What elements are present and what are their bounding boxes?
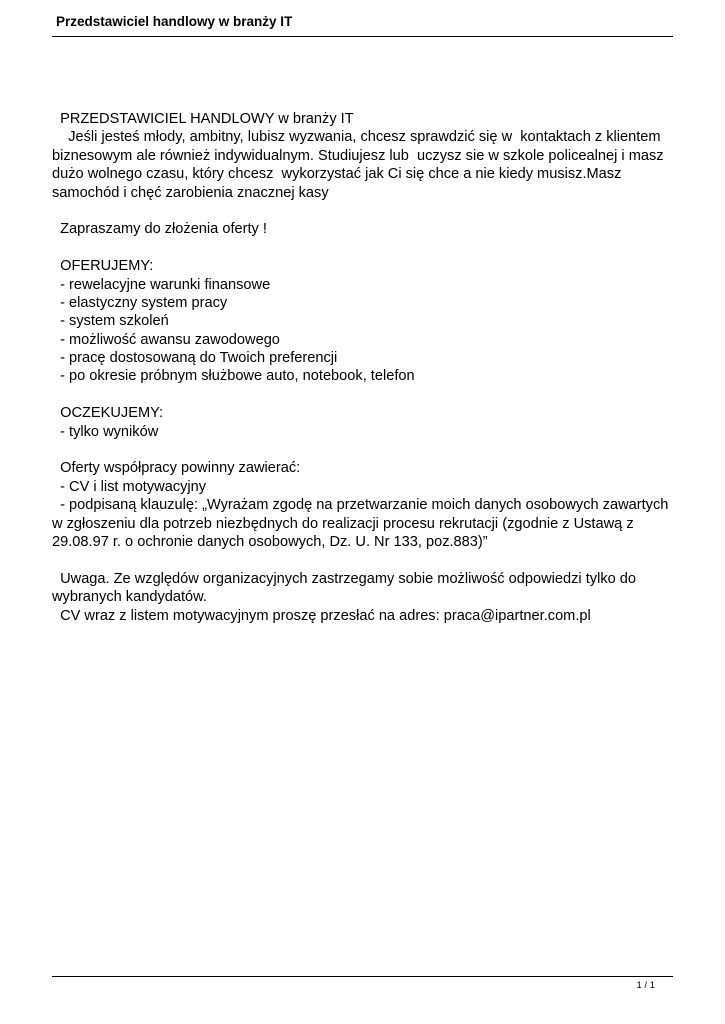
intro-line: biznesowym ale również indywidualnym. Studiujesz lub uczysz sie w szkole policealnej i masz bbox=[52, 147, 664, 164]
page-number: 1 / 1 bbox=[636, 980, 655, 991]
page-footer bbox=[52, 976, 673, 997]
requirements-line: - podpisaną klauzulę: „Wyrażam zgodę na przetwarzanie moich danych osobowych zawartych bbox=[52, 497, 669, 514]
offer-item: - elastyczny system pracy bbox=[52, 294, 228, 311]
note-line: wybranych kandydatów. bbox=[52, 589, 207, 606]
offer-item: - rewelacyjne warunki finansowe bbox=[52, 276, 271, 293]
paragraph-gap bbox=[52, 441, 674, 459]
intro-line: samochód i chęć zarobienia znacznej kasy bbox=[52, 184, 329, 201]
document-body bbox=[52, 110, 674, 625]
paragraph-gap bbox=[52, 202, 674, 220]
requirements-line: - CV i list motywacyjny bbox=[52, 478, 207, 495]
paragraph-gap bbox=[52, 239, 674, 257]
offer-heading: OFERUJEMY: bbox=[52, 258, 154, 275]
paragraph-gap bbox=[52, 551, 674, 569]
offer-item: - po okresie próbnym służbowe auto, notebook, telefon bbox=[52, 368, 415, 385]
paragraph-gap bbox=[52, 386, 674, 404]
page-header bbox=[52, 12, 673, 37]
expect-item: - tylko wyników bbox=[52, 423, 159, 440]
contact-line: CV wraz z listem motywacyjnym proszę przesłać na adres: praca@ipartner.com.pl bbox=[52, 607, 591, 624]
offer-item: - system szkoleń bbox=[52, 313, 169, 330]
offer-item: - pracę dostosowaną do Twoich preferencji bbox=[52, 350, 338, 367]
intro-line: dużo wolnego czasu, który chcesz wykorzystać jak Ci się chce a nie kiedy musisz.Masz bbox=[52, 166, 622, 183]
invite-line: Zapraszamy do złożenia oferty ! bbox=[52, 221, 267, 238]
expect-heading: OCZEKUJEMY: bbox=[52, 405, 164, 422]
requirements-line: w zgłoszeniu dla potrzeb niezbędnych do realizacji procesu rekrutacji (zgodnie z Ustawą z bbox=[52, 515, 634, 532]
requirements-heading: Oferty współpracy powinny zawierać: bbox=[52, 460, 301, 477]
intro-line: Jeśli jesteś młody, ambitny, lubisz wyzwania, chcesz sprawdzić się w kontaktach z klientem bbox=[52, 129, 661, 146]
document-title: PRZEDSTAWICIEL HANDLOWY w branży IT bbox=[52, 111, 354, 127]
offer-item: - możliwość awansu zawodowego bbox=[52, 331, 280, 348]
requirements-line: 29.08.97 r. o ochronie danych osobowych, Dz. U. Nr 133, poz.883)” bbox=[52, 533, 488, 550]
page-header-title: Przedstawiciel handlowy w branży IT bbox=[56, 14, 293, 29]
note-line: Uwaga. Ze względów organizacyjnych zastrzegamy sobie możliwość odpowiedzi tylko do bbox=[52, 570, 637, 587]
